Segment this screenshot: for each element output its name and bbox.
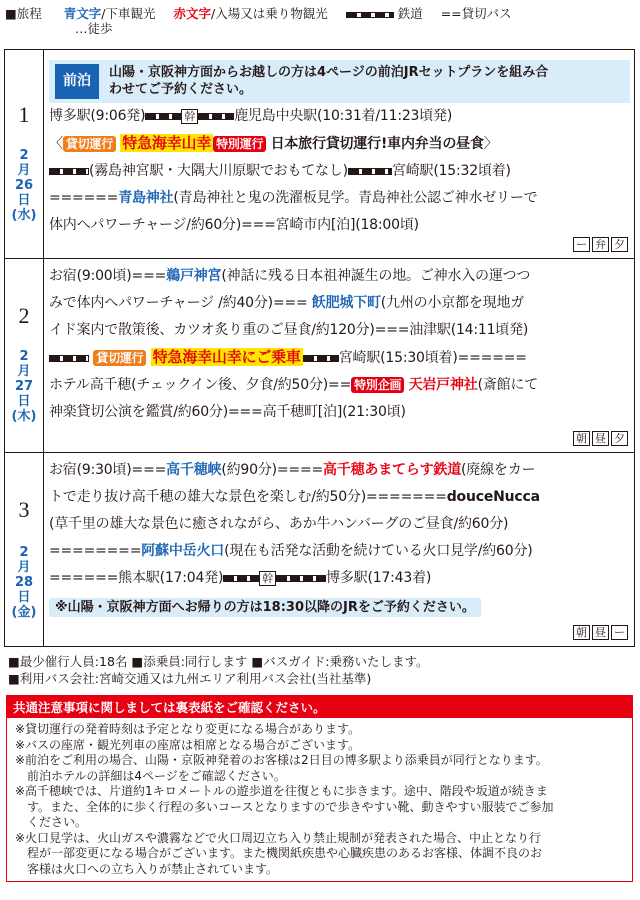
tour-info-line-2: ■利用バス会社:宮崎交通又は九州エリア利用バス会社(当社基準) [8,671,372,686]
day-date: 2 月 27 日 (木) [11,349,37,424]
day2-line-1: お宿(9:00頃)===鵜戸神宮(神話に残る日本祖神誕生の地。ご神水入の運つつ [49,268,531,284]
shinkansen-icon: 幹 [181,109,198,124]
day2-line-2: みで体内へパワーチャージ /約40分)=== 飫肥城下町(九州の小京都を現地ガ [49,295,525,311]
caution-body [7,718,632,881]
rail-icon [145,113,181,120]
caution-item: ※バスの座席・観光列車の座席は相席となる場合がございます。 [15,737,361,752]
day-number: 3 [18,497,30,522]
legend-walk: …徒歩 [75,21,113,36]
caution-item: ※貸切運行の発着時刻は予定となり変更になる場合があります。 [15,722,361,736]
legend-blue: 青文字 [63,6,102,21]
day3-line-2: トで走り抜け高千穂の雄大な景色を楽しむ/約50分)=======douceNucca [49,489,540,505]
rail-line-icon [346,12,394,18]
caution-item: ※火口見学は、火山ガスや濃霧などで火口周辺立ち入り禁止規制が発表された場合、中止となり行 [15,830,542,845]
day1-line-5: 体内へパワーチャージ/約60分)===宮崎市内[泊](18:00頃) [49,217,419,233]
rail-icon [276,575,326,582]
caution-item: ※前泊をご利用の場合、山陽・京阪神発着のお客様は2日目の博多駅より添乗員が同行となります。 [15,753,548,767]
legend-blue-desc: /下車観光 [101,6,156,21]
legend-bus: ==貸切バス [440,6,512,21]
rail-icon [198,113,234,120]
legend-red-desc: /入場又は乗り物観光 [211,6,328,21]
day-date: 2 月 26 日 (水) [11,148,37,223]
meal-icons: 朝 昼 夕 [571,431,628,446]
day2-line-3: イド案内で散策後、カツオ炙り重のご昼食/約120分)===油津駅(14:11頃発) [49,322,529,338]
caution-header: 共通注意事項に関しましては裏表紙をご確認ください。 [7,696,632,718]
pre-stay-text: 山陽・京阪神方面からお越しの方は4ページの前泊JRセットプランを組み合 [109,65,549,80]
day-1-row [5,50,634,259]
day3-line-3: (草千里の雄大な景色に癒されながら、あか牛ハンバーグのご昼食/約60分) [49,516,509,532]
tour-info [8,653,633,687]
day2-line-4: 貸切運行 特急海幸山幸にご乗車 宮崎駅(15:30頃着)====== [49,344,630,372]
caution-item: ください。 [15,815,88,829]
rail-icon [303,355,339,362]
day3-line-5: ======熊本駅(17:04発) 幹 博多駅(17:43着) [49,570,432,586]
return-notice: ※山陽・京阪神方面へお帰りの方は18:30以降のJRをご予約ください。 [49,598,481,617]
caution-item: 客様は火口への立ち入りが禁止されています。 [15,861,279,876]
itinerary-legend [5,6,635,36]
rail-icon [49,168,89,175]
day-2-row [5,259,634,453]
rail-icon [223,575,259,582]
day-date: 2 月 28 日 (金) [11,545,37,620]
pre-stay-notice: 前泊 山陽・京阪神方面からお越しの方は4ページの前泊JRセットプランを組み合 わせてご予約ください。 [49,60,630,103]
train-name: 特急海幸山幸 [122,134,212,152]
day-1-column [5,50,44,258]
day2-line-5: ホテル高千穂(チェックイン後、夕食/約50分)== 特別企画 天岩戸神社(斎館にて [49,377,539,393]
day2-line-6: 神楽貸切公演を鑑賞/約60分)===高千穂町[泊](21:30頃) [49,404,406,420]
meal-icons: 朝 昼 ー [571,625,628,640]
rail-icon [49,355,89,362]
day-3-row [5,453,634,647]
day-2-column [5,259,44,452]
day-3-column [5,453,44,646]
legend-label: ■旅程 [5,6,42,21]
day1-line-4: ======青島神社(青島神社と鬼の洗濯板見学。青島神社公認ご神水ゼリーで [49,190,538,206]
day-number: 2 [18,303,30,328]
shinkansen-icon: 幹 [259,571,276,586]
day-number: 1 [18,102,30,127]
day1-line-3: (霧島神宮駅・大隅大川原駅でおもてなし) 宮崎駅(15:32頃着) [49,158,630,185]
rail-icon [348,168,392,175]
day1-line-1: 博多駅(9:06発) 幹 鹿児島中央駅(10:31着/11:23頃発) [49,108,453,124]
itinerary-table [4,49,635,647]
meal-icons: ー 弁 夕 [571,237,628,252]
day3-line-4: ========阿蘇中岳火口(現在も活発な活動を続けている火口見学/約60分) [49,543,533,559]
tour-info-line-1: ■最少催行人員:18名 ■添乗員:同行します ■バスガイド:乗務いたします。 [8,654,429,669]
caution-item: す。また、全体的に歩く行程の多いコースとなりますので歩きやすい靴、動きやすい服装でご参加 [15,799,554,814]
day1-line-2: 〈 貸切運行 特急海幸山幸 特別運行 日本旅行貸切運行!車内弁当の昼食〉 [49,134,498,152]
day3-line-1: お宿(9:30頃)===高千穂峡(約90分)====高千穂あまてらす鉄道(廃線をカー [49,462,536,478]
train-name: 特急海幸山幸にご乗車 [152,348,301,366]
caution-box [6,695,633,882]
caution-item: 程が一部変更になる場合がございます。また機関紙疾患や心臓疾患のあるお客様、体調不良のお [15,846,543,860]
pre-stay-label: 前泊 [55,64,99,99]
legend-red: 赤文字 [173,6,211,21]
caution-item: ※高千穂峡では、片道約1キロメートルの遊歩道を往復ともに歩きます。途中、階段や坂道が続きま [15,784,548,798]
caution-item: 前泊ホテルの詳細は4ページをご確認ください。 [15,768,286,783]
legend-rail: 鉄道 [397,6,423,21]
